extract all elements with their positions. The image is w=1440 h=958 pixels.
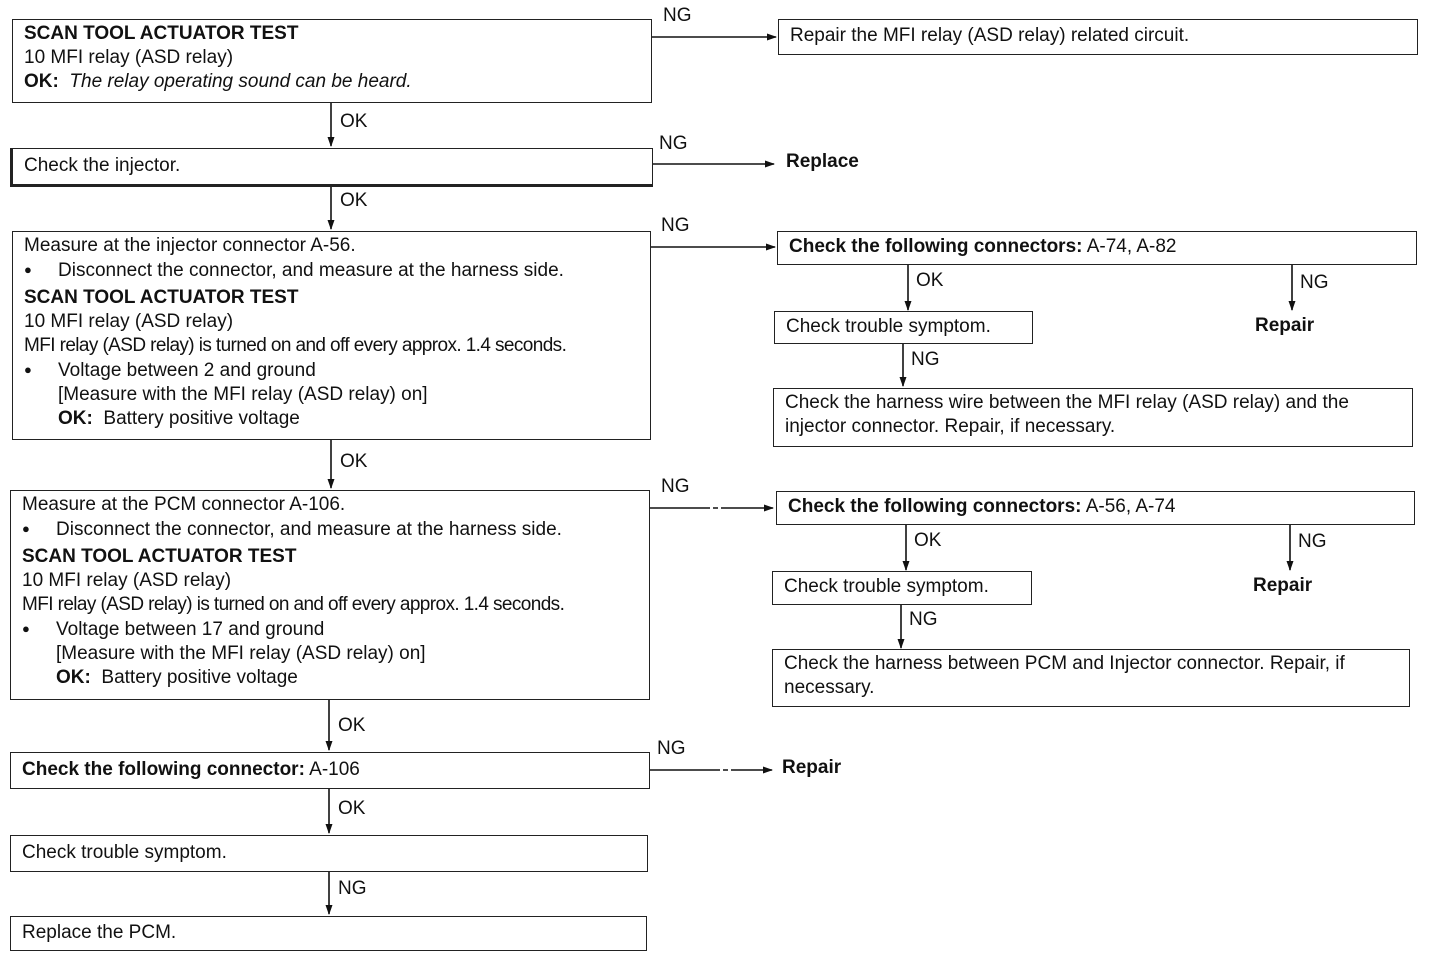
branch2-check-ng-label: NG xyxy=(909,609,938,630)
step3-line6: ● Voltage between 2 and ground xyxy=(24,358,639,383)
branch2-connectors-box xyxy=(776,491,1415,525)
branch1-connectors-box xyxy=(777,231,1417,265)
step7-text: Replace the PCM. xyxy=(22,922,177,943)
step3-ok-label: OK: xyxy=(58,408,93,429)
branch2-repair: Repair xyxy=(1253,575,1313,596)
step5-box xyxy=(10,752,650,789)
step2-box xyxy=(10,148,653,187)
step7-box xyxy=(10,916,647,951)
step4-line2: ● Disconnect the connector, and measure at the harness side. xyxy=(22,517,638,542)
branch1-repair: Repair xyxy=(1255,315,1315,336)
branch2-connectors-title: Check the following connectors: xyxy=(788,496,1082,517)
branch1-connectors-value: A-74, A-82 xyxy=(1086,236,1177,257)
step5-ng-label: NG xyxy=(657,738,686,759)
step1-ng-label: NG xyxy=(663,5,692,26)
step4-ok-flow-label: OK xyxy=(338,715,366,736)
step1-ng-result: Repair the MFI relay (ASD relay) related circuit. xyxy=(790,25,1190,46)
step2-text: Check the injector. xyxy=(24,155,181,176)
branch1-check-ng-label: NG xyxy=(911,349,940,370)
step5-title: Check the following connector: xyxy=(22,759,305,780)
step1-ok-text: The relay operating sound can be heard. xyxy=(69,71,412,92)
step6-ng-flow-label: NG xyxy=(338,878,367,899)
step2-ok-flow-label: OK xyxy=(340,190,368,211)
step4-ng-label: NG xyxy=(661,476,690,497)
branch1-ng-label: NG xyxy=(1300,272,1329,293)
branch1-final-box xyxy=(773,388,1413,447)
step4-ok-text: Battery positive voltage xyxy=(101,667,298,688)
step1-ok-flow-label: OK xyxy=(340,111,368,132)
branch1-check-text: Check trouble symptom. xyxy=(786,316,991,337)
branch1-check-box xyxy=(774,311,1033,344)
step3-box xyxy=(12,231,651,440)
step4-line7: [Measure with the MFI relay (ASD relay) on] xyxy=(56,643,426,664)
step1-ng-result-box xyxy=(778,19,1418,55)
step5-ok-flow-label: OK xyxy=(338,798,366,819)
branch2-ok-label: OK xyxy=(914,530,942,551)
step4-box xyxy=(10,490,650,700)
step1-ok-label: OK: xyxy=(24,71,59,92)
step3-line5: MFI relay (ASD relay) is turned on and off every approx. 1.4 seconds. xyxy=(24,335,567,356)
branch2-check-text: Check trouble symptom. xyxy=(784,576,989,597)
branch2-ng-label: NG xyxy=(1298,531,1327,552)
branch2-final-text: Check the harness between PCM and Injector connector. Repair, if necessary. xyxy=(784,653,1345,698)
step3-line7: [Measure with the MFI relay (ASD relay) on] xyxy=(58,384,428,405)
step1-title: SCAN TOOL ACTUATOR TEST xyxy=(24,23,299,44)
step4-line4: 10 MFI relay (ASD relay) xyxy=(22,570,232,591)
step4-line3: SCAN TOOL ACTUATOR TEST xyxy=(22,546,297,567)
branch2-final-box xyxy=(772,649,1410,707)
step1-line2: 10 MFI relay (ASD relay) xyxy=(24,47,234,68)
branch2-connectors-value: A-56, A-74 xyxy=(1085,496,1176,517)
branch1-final-text: Check the harness wire between the MFI relay (ASD relay) and the injector connector. Repair, if necessary. xyxy=(785,392,1349,437)
step1-box xyxy=(12,19,652,103)
step3-line2: ● Disconnect the connector, and measure at the harness side. xyxy=(24,258,639,283)
step3-ok-text: Battery positive voltage xyxy=(103,408,300,429)
branch2-check-box xyxy=(772,571,1032,605)
step3-ok-flow-label: OK xyxy=(340,451,368,472)
step4-line6: ● Voltage between 17 and ground xyxy=(22,617,638,642)
step2-ng-result: Replace xyxy=(786,151,859,172)
step4-line1: Measure at the PCM connector A-106. xyxy=(22,494,346,515)
step2-ng-label: NG xyxy=(659,133,688,154)
step4-ok-label: OK: xyxy=(56,667,91,688)
step3-line4: 10 MFI relay (ASD relay) xyxy=(24,311,234,332)
branch1-connectors-title: Check the following connectors: xyxy=(789,236,1083,257)
step5-ng-result: Repair xyxy=(782,757,842,778)
step5-value: A-106 xyxy=(309,759,360,780)
step3-ng-label: NG xyxy=(661,215,690,236)
branch1-ok-label: OK xyxy=(916,270,944,291)
step3-line3: SCAN TOOL ACTUATOR TEST xyxy=(24,287,299,308)
step3-line1: Measure at the injector connector A-56. xyxy=(24,235,356,256)
step6-text: Check trouble symptom. xyxy=(22,842,227,863)
step6-box xyxy=(10,835,648,872)
step4-line5: MFI relay (ASD relay) is turned on and off every approx. 1.4 seconds. xyxy=(22,594,565,615)
